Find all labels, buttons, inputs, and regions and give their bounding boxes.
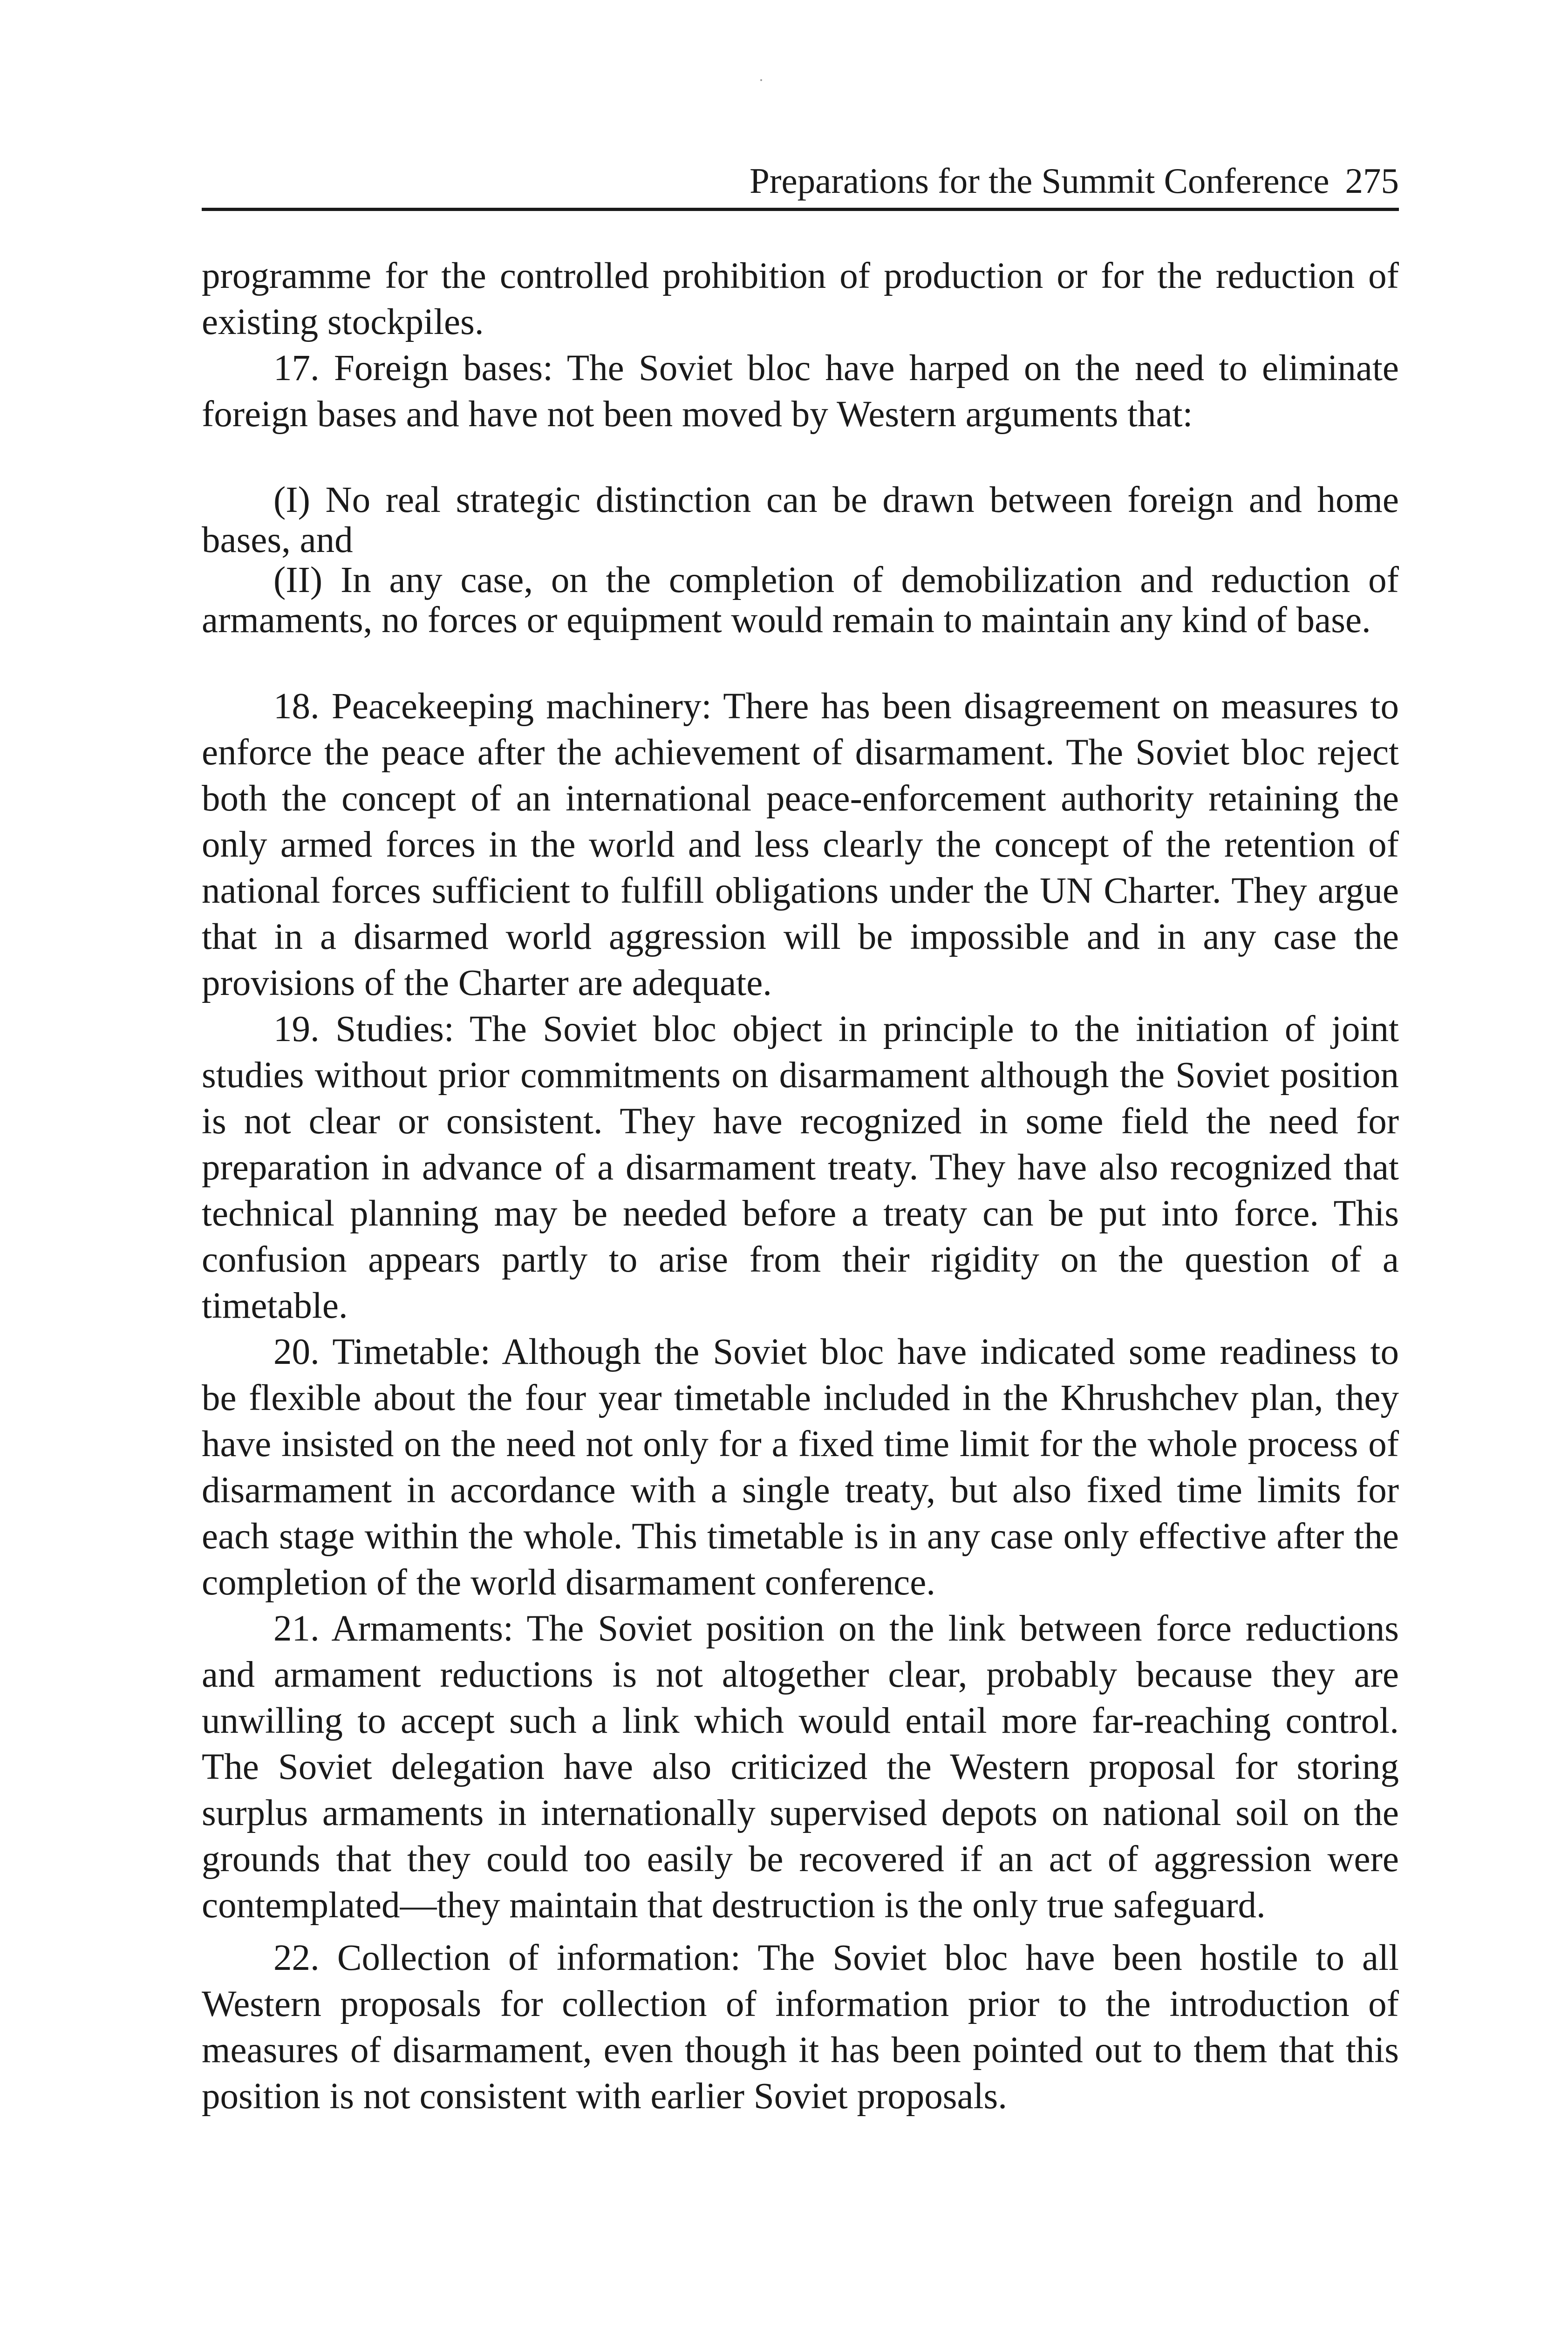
paragraph-17-item-i: (I) No real strategic distinction can be drawn between foreign and home bases, and: [202, 480, 1399, 560]
scan-speck: [760, 79, 762, 81]
body-text: [202, 253, 1399, 2119]
paragraph-18: 18. Peacekeeping machinery: There has been disagreement on measures to enforce the peace after the achievement of disarmament. The Soviet bloc reject both the concept of an international peace-enforcement authority retaining the only armed forces in the world and less clearly the concept of the retention of national forces sufficient to fulfill obligations under the UN Charter. They argue that in a disarmed world aggression will be impossible and in any case the provisions of the Charter are adequate.: [202, 686, 1399, 1003]
running-head: [750, 157, 1399, 204]
running-title: Preparations for the Summit Conference: [750, 161, 1329, 201]
paragraph-19: 19. Studies: The Soviet bloc object in principle to the initiation of joint studies without prior commitments on disarmament although the Soviet position is not clear or consistent. They have recognized in some field the need for preparation in advance of a disarmament treaty. They have also recognized that technical planning may be needed before a treaty can be put into force. This confusion appears partly to arise from their rigidity on the question of a timetable.: [202, 1009, 1399, 1326]
paragraph-17-item-ii: (II) In any case, on the completion of demobilization and reduction of armaments, no forces or equipment would remain to maintain any kind of base.: [202, 560, 1399, 640]
paragraph-22: 22. Collection of information: The Soviet bloc have been hostile to all Western proposals for collection of information prior to the introduction of measures of disarmament, even though it has been pointed out to them that this position is not consistent with earlier Soviet proposals.: [202, 1938, 1399, 2117]
header-rule: [202, 208, 1399, 211]
paragraph-continuation: programme for the controlled prohibition of production or for the reduction of existing stockpiles.: [202, 256, 1399, 342]
paragraph-21: 21. Armaments: The Soviet position on the link between force reductions and armament reductions is not altogether clear, probably because they are unwilling to accept such a link which would entail more far-reaching control. The Soviet delegation have also criticized the Western proposal for storing surplus armaments in internationally supervised depots on national soil on the grounds that they could too easily be recovered if an act of aggression were contemplated—they maintain that destruction is the only true safeguard.: [202, 1608, 1399, 1926]
page-header: [202, 157, 1399, 204]
paragraph-17: 17. Foreign bases: The Soviet bloc have harped on the need to eliminate foreign bases and have not been moved by Western arguments that:: [202, 348, 1399, 435]
page-number: 275: [1345, 161, 1399, 201]
paragraph-20: 20. Timetable: Although the Soviet bloc have indicated some readiness to be flexible about the four year timetable included in the Khrushchev plan, they have insisted on the need not only for a fixed time limit for the whole process of disarmament in accordance with a single treaty, but also fixed time limits for each stage within the whole. This timetable is in any case only effective after the completion of the world disarmament conference.: [202, 1332, 1399, 1603]
